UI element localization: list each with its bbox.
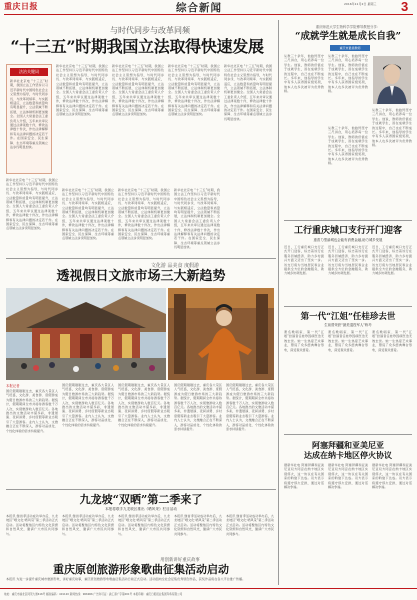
article1-col2: 新华社北京电 “十三五”时期，我国立法工作坚持以习近平新时代中国特色社会主义思想为指导，与时代同步伐、与改革同频率、与实践相适应，立法数量和质量均有明显提升，立法领域不断拓展，立法体制机制更加健全。全国人大常委会法工委负责人介绍，五年来共审议通过法律案数十件，修改法律数十件次，作出法律解释和有关法律问题的决定若干件。在国家安全、民生保障、生态环境等重点领域立法步伐明显加快。 xyxy=(112,64,164,117)
newspaper-logo: 重庆日报 xyxy=(4,1,38,11)
article5-col3: 著名歌唱家、第一代“江姐”扮演者任桂珍因病医治无效去世。她一生热爱艺术事业，塑造了众多经典舞台形象，深受观众喜爱。 xyxy=(372,330,412,352)
article6-col4: 本报讯 继首季活动成功举办后，九龙坡区“晒文化·晒风景”第二季活动正式启动。活动将聚焦区内特色文化资源和自然风光，邀请广大市民共同参与。 xyxy=(174,514,222,536)
article4-col2: 近日，工行重庆城口支行正式开门迎客，标志着该行在服务县域经济、助力乡村振兴方面又迈出了坚实一步。该支行将为当地居民和企业提供全方位的金融服务，助力城乡协调发展。 xyxy=(328,245,368,276)
article3-col2: 从教三十余年，他始终坚守三尺讲台，用心培养每一位学生。他说，教师的价值在于成就学生，而在成就学生的过程中，自己也在不断成长。多年来，他指导的学生中有多人获得国家级奖项，他本人也多次被评为优秀教师。 xyxy=(328,54,368,94)
article4-headline[interactable]: 工行重庆城口支行开门迎客 xyxy=(293,226,402,236)
divider-right-3 xyxy=(284,434,412,435)
article3-kicker: 重庆师范大学生物科学学院博导教授分享： xyxy=(315,25,381,29)
masthead-rule xyxy=(4,14,413,15)
article8-headline[interactable]: 重庆原创旅游形象歌曲征集活动启动 xyxy=(53,563,229,576)
article2-headline[interactable]: 透视假日文旅市场三大新趋势 xyxy=(56,269,226,284)
article3-headline[interactable]: “成就学生就是成长自我” xyxy=(295,31,401,42)
article2-col1: 国庆假期刚刚过去，重庆各大景区人气旺盛，文化游、美食游、度假游成为假日旅游市场的三大新趋势。据统计，假期期间全市共接待游客数千万人次，实现旅游收入数百亿元。各地推出的文旅活动丰富多彩，非遗展演、夜间消费、乡村度假等新业态吸引了大量游客。业内人士认为，文旅融合正在不断深入，游客对品质化、个性化体验的需求持续提升。 xyxy=(6,389,58,433)
article6-subhead: 本报将联手九龙坡区推出《晒风采》栏目活动 xyxy=(105,507,177,511)
article2-col3: 国庆假期刚刚过去，重庆各大景区人气旺盛，文化游、美食游、度假游成为假日旅游市场的三大新趋势。据统计，假期期间全市共接待游客数千万人次，实现旅游收入数百亿元。各地推出的文旅活动丰富多彩，非遗展演、夜间消费、乡村度假等新业态吸引了大量游客。业内人士认为，文旅融合正在不断深入，游客对品质化、个性化体验的需求持续提升。 xyxy=(118,383,170,427)
article2-col2: 国庆假期刚刚过去，重庆各大景区人气旺盛，文化游、美食游、度假游成为假日旅游市场的三大新趋势。据统计，假期期间全市共接待游客数千万人次，实现旅游收入数百亿元。各地推出的文旅活动丰富多彩，非遗展演、夜间消费、乡村度假等新业态吸引了大量游客。业内人士认为，文旅融合正在不断深入，游客对品质化、个性化体验的需求持续提升。 xyxy=(62,383,114,427)
article6-col5: 本报讯 继首季活动成功举办后，九龙坡区“晒文化·晒风景”第二季活动正式启动。活动将聚焦区内特色文化资源和自然风光，邀请广大市民共同参与。 xyxy=(226,514,274,536)
article3-label: 重庆市最美教师 xyxy=(330,45,370,51)
article2-byline: 本报记者 xyxy=(6,384,20,388)
divider-right-2 xyxy=(284,306,412,307)
article6-col2: 本报讯 继首季活动成功举办后，九龙坡区“晒文化·晒风景”第二季活动正式启动。活动将聚焦区内特色文化资源和自然风光，邀请广大市民共同参与。 xyxy=(62,514,114,536)
article1-lowmid3: 新华社北京电 “十三五”时期，我国立法工作坚持以习近平新时代中国特色社会主义思想为指导，与时代同步伐、与改革同频率、与实践相适应，立法数量和质量均有明显提升，立法领域不断拓展，立法体制机制更加健全。全国人大常委会法工委负责人介绍，五年来共审议通过法律案数十件，修改法律数十件次，作出法律解释和有关法律问题的决定若干件。在国家安全、民生保障、生态环境等重点领域立法步伐明显加快。 xyxy=(174,188,220,250)
article1-kicker: 与时代同步与改革同频 xyxy=(110,26,190,35)
article2-col4: 国庆假期刚刚过去，重庆各大景区人气旺盛，文化游、美食游、度假游成为假日旅游市场的三大新趋势。据统计，假期期间全市共接待游客数千万人次，实现旅游收入数百亿元。各地推出的文旅活动丰富多彩，非遗展演、夜间消费、乡村度假等新业态吸引了大量游客。业内人士认为，文旅融合正在不断深入，游客对品质化、个性化体验的需求持续提升。 xyxy=(174,383,222,432)
article5-col1: 著名歌唱家、第一代“江姐”扮演者任桂珍因病医治无效去世。她一生热爱艺术事业，塑造了众多经典舞台形象，深受观众喜爱。 xyxy=(284,330,324,352)
article1-lowleft: 新华社北京电 “十三五”时期，我国立法工作坚持以习近平新时代中国特色社会主义思想为指导，与时代同步伐、与改革同频率、与实践相适应，立法数量和质量均有明显提升，立法领域不断拓展，立法体制机制更加健全。全国人大常委会法工委负责人介绍，五年来共审议通过法律案数十件，修改法律数十件次，作出法律解释和有关法律问题的决定若干件。在国家安全、民生保障、生态环境等重点领域立法步伐明显加快。 xyxy=(6,178,58,231)
article2-photo-performer xyxy=(168,288,274,380)
article8-body: 本报讯 为进一步提升重庆城市旅游形象，讲好重庆故事，重庆原创旅游形象歌曲征集活动日前正式启动。活动面向全社会征集优秀原创作品，获奖作品将在各大平台推广传播。 xyxy=(6,577,246,581)
article5-headline[interactable]: 第一代“江姐”任桂珍去世 xyxy=(300,312,396,322)
article6-col1: 本报讯 继首季活动成功举办后，九龙坡区“晒文化·晒风景”第二季活动正式启动。活动将聚焦区内特色文化资源和自然风光，邀请广大市民共同参与。 xyxy=(6,514,58,536)
sidebar-text: 新华社北京电 “十三五”时期，我国立法工作坚持以习近平新时代中国特色社会主义思想为指导，与时代同步伐、与改革同频率、与实践相适应，立法数量和质量均有明显提升，立法领域不断拓展，立法体制机制更加健全。全国人大常委会法工委负责人介绍，五年来共审议通过法律案数十件，修改法律数十件次，作出法律解释和有关法律问题的决定若干件。在国家安全、民生保障、生态环境等重点领域立法步伐明显加快。 xyxy=(10,79,48,150)
footer xyxy=(0,588,417,600)
article7-headline[interactable]: 阿塞拜疆和亚美尼亚 达成在纳卡地区停火协议 xyxy=(304,440,392,460)
divider-right-1 xyxy=(284,220,412,221)
footer-text: 地址：重庆市渝北区同茂大道416号 邮政编码：401120 新闻热线：966966 广告许可证：渝工商广字第001号 本报印刷：重庆日报报业集团印务有限公司 xyxy=(4,593,183,596)
article4-col1: 近日，工行重庆城口支行正式开门迎客，标志着该行在服务县域经济、助力乡村振兴方面又迈出了坚实一步。该支行将为当地居民和企业提供全方位的金融服务，助力城乡协调发展。 xyxy=(284,245,324,276)
divider-left-2 xyxy=(6,489,276,490)
article4-subhead: 惠普力型渝城也会能有消费金融,助力城乡发展 xyxy=(313,238,383,242)
article1-sidebar xyxy=(6,64,52,174)
article2-kicker: 文化游 品美食 度假游 xyxy=(150,263,200,269)
article1-col4: 新华社北京电 “十三五”时期，我国立法工作坚持以习近平新时代中国特色社会主义思想为指导，与时代同步伐、与改革同频率、与实践相适应，立法数量和质量均有明显提升，立法领域不断拓展，立法体制机制更加健全。全国人大常委会法工委负责人介绍，五年来共审议通过法律案数十件，修改法律数十件次，作出法律解释和有关法律问题的决定若干件。在国家安全、民生保障、生态环境等重点领域立法步伐明显加快。 xyxy=(224,64,272,121)
article4-col3: 近日，工行重庆城口支行正式开门迎客，标志着该行在服务县域经济、助力乡村振兴方面又迈出了坚实一步。该支行将为当地居民和企业提供全方位的金融服务，助力城乡协调发展。 xyxy=(372,245,412,276)
article7-col2: 据新华社电 阿塞拜疆和亚美尼亚双方同意在纳卡地区实现停火，这一协议在有关国家的斡旋下达成。双方表示将遵守停火安排，通过对话解决争端。 xyxy=(328,463,368,490)
article3-col4: 从教三十余年，他始终坚守三尺讲台，用心培养每一位学生。他说，教师的价值在于成就学生，而在成就学生的过程中，自己也在不断成长。多年来，他指导的学生中有多人获得国家级奖项，他本人也多次被评为优秀教师。 xyxy=(372,108,412,148)
article1-lowmid2: 新华社北京电 “十三五”时期，我国立法工作坚持以习近平新时代中国特色社会主义思想为指导，与时代同步伐、与改革同频率、与实践相适应，立法数量和质量均有明显提升，立法领域不断拓展，立法体制机制更加健全。全国人大常委会法工委负责人介绍，五年来共审议通过法律案数十件，修改法律数十件次，作出法律解释和有关法律问题的决定若干件。在国家安全、民生保障、生态环境等重点领域立法步伐明显加快。 xyxy=(118,188,170,241)
article6-headline[interactable]: 九龙坡“双晒”第二季来了 xyxy=(79,493,203,506)
article7-col3: 据新华社电 阿塞拜疆和亚美尼亚双方同意在纳卡地区实现停火，这一协议在有关国家的斡旋下达成。双方表示将遵守停火安排，通过对话解决争端。 xyxy=(372,463,412,490)
column-divider xyxy=(278,20,279,585)
article7-col1: 据新华社电 阿塞拜疆和亚美尼亚双方同意在纳卡地区实现停火，这一协议在有关国家的斡旋下达成。双方表示将遵守停火安排，通过对话解决争端。 xyxy=(284,463,324,490)
article1-headline[interactable]: “十三五”时期我国立法取得快速发展 xyxy=(10,37,264,56)
issue-date: 2016年11月2日 星期三 xyxy=(344,2,377,6)
article3-col3: 从教三十余年，他始终坚守三尺讲台，用心培养每一位学生。他说，教师的价值在于成就学生，而在成就学生的过程中，自己也在不断成长。多年来，他指导的学生中有多人获得国家级奖项，他本人也多次被评为优秀教师。 xyxy=(328,126,368,166)
page-number: 3 xyxy=(401,0,409,14)
article1-col3: 新华社北京电 “十三五”时期，我国立法工作坚持以习近平新时代中国特色社会主义思想为指导，与时代同步伐、与改革同频率、与实践相适应，立法数量和质量均有明显提升，立法领域不断拓展，立法体制机制更加健全。全国人大常委会法工委负责人介绍，五年来共审议通过法律案数十件，修改法律数十件次，作出法律解释和有关法律问题的决定若干件。在国家安全、民生保障、生态环境等重点领域立法步伐明显加快。 xyxy=(168,64,220,117)
article5-subhead: 生前曾荣获“最美退役军人”称号 xyxy=(324,323,372,327)
article5-col2: 著名歌唱家、第一代“江姐”扮演者任桂珍因病医治无效去世。她一生热爱艺术事业，塑造了众多经典舞台形象，深受观众喜爱。 xyxy=(328,330,368,352)
divider-top-left xyxy=(6,258,276,259)
article3-portrait xyxy=(373,56,411,104)
article2-photo-temple xyxy=(6,288,166,380)
article1-col1: 新华社北京电 “十三五”时期，我国立法工作坚持以习近平新时代中国特色社会主义思想为指导，与时代同步伐、与改革同频率、与实践相适应，立法数量和质量均有明显提升，立法领域不断拓展，立法体制机制更加健全。全国人大常委会法工委负责人介绍，五年来共审议通过法律案数十件，修改法律数十件次，作出法律解释和有关法律问题的决定若干件。在国家安全、民生保障、生态环境等重点领域立法步伐明显加快。 xyxy=(56,64,108,117)
article8-kicker: 用创新讲好重庆故事 xyxy=(160,558,200,563)
article6-col3: 本报讯 继首季活动成功举办后，九龙坡区“晒文化·晒风景”第二季活动正式启动。活动将聚焦区内特色文化资源和自然风光，邀请广大市民共同参与。 xyxy=(118,514,170,536)
article1-lowmid: 新华社北京电 “十三五”时期，我国立法工作坚持以习近平新时代中国特色社会主义思想为指导，与时代同步伐、与改革同频率、与实践相适应，立法数量和质量均有明显提升，立法领域不断拓展，立法体制机制更加健全。全国人大常委会法工委负责人介绍，五年来共审议通过法律案数十件，修改法律数十件次，作出法律解释和有关法律问题的决定若干件。在国家安全、民生保障、生态环境等重点领域立法步伐明显加快。 xyxy=(62,188,114,241)
sidebar-label: 法治关键词 xyxy=(10,68,48,76)
section-title: 综合新闻 xyxy=(176,2,222,14)
article2-col5: 国庆假期刚刚过去，重庆各大景区人气旺盛，文化游、美食游、度假游成为假日旅游市场的三大新趋势。据统计，假期期间全市共接待游客数千万人次，实现旅游收入数百亿元。各地推出的文旅活动丰富多彩，非遗展演、夜间消费、乡村度假等新业态吸引了大量游客。业内人士认为，文旅融合正在不断深入，游客对品质化、个性化体验的需求持续提升。 xyxy=(226,383,274,432)
masthead xyxy=(0,0,417,13)
article3-col1: 从教三十余年，他始终坚守三尺讲台，用心培养每一位学生。他说，教师的价值在于成就学生，而在成就学生的过程中，自己也在不断成长。多年来，他指导的学生中有多人获得国家级奖项，他本人也多次被评为优秀教师。 xyxy=(284,54,324,94)
